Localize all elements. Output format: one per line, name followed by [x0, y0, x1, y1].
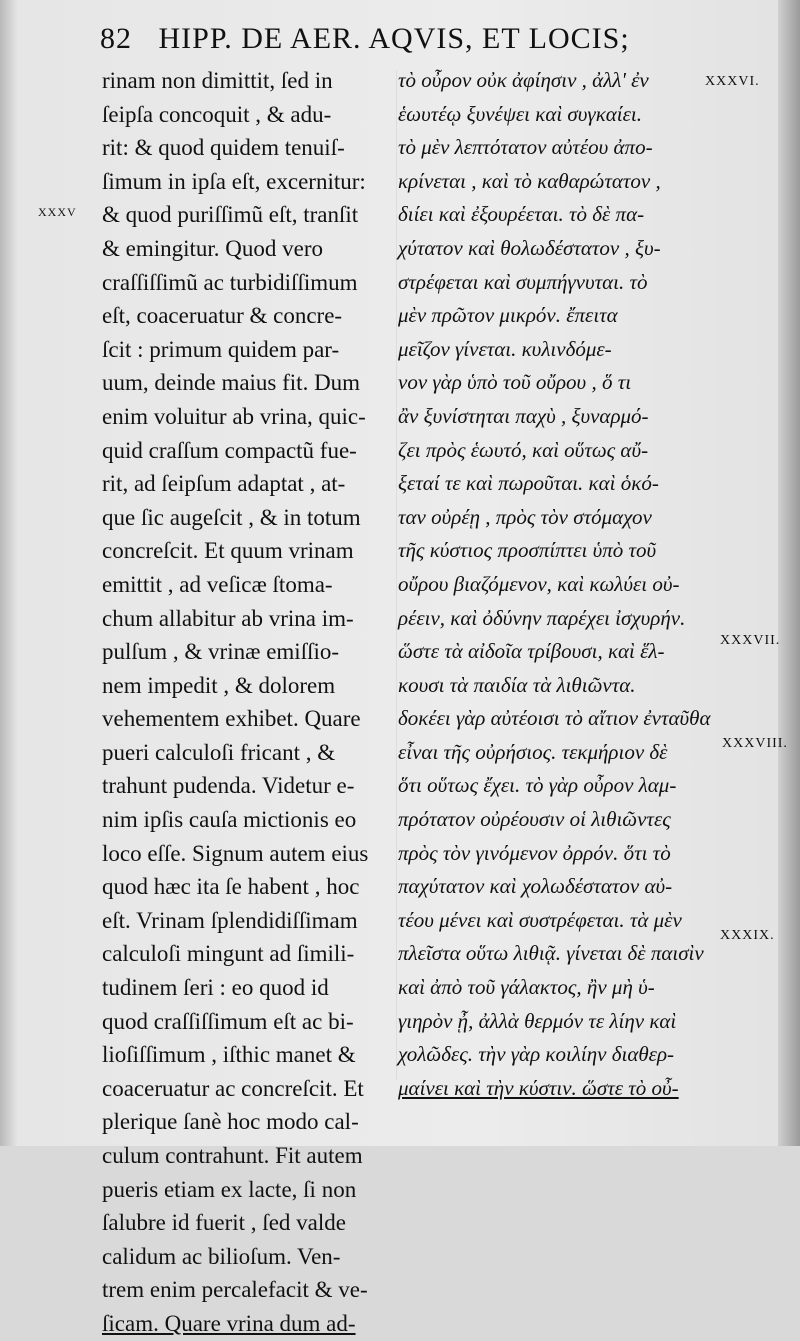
running-header	[100, 22, 720, 62]
latin-text-line: quod craſſiſſimum eſt ac bi-	[102, 1008, 354, 1034]
margin-note-xxxix: XXXIX.	[720, 928, 775, 943]
latin-text-line: tudinem ſeri : eo quod id	[102, 975, 329, 1001]
latin-text-line: enim voluitur ab vrina, quic-	[102, 403, 366, 429]
latin-text-line: emittit , ad veſicæ ſtoma-	[102, 571, 333, 597]
latin-text-line: pueris etiam ex lacte, ſi non	[102, 1176, 357, 1202]
latin-text-line: & quod puriſſimũ eſt, tranſit	[102, 202, 359, 228]
margin-note-xxxviii: XXXVIII.	[722, 736, 788, 751]
greek-text-line: τῆς κύστιος προσπίπτει ὑπὸ τοῦ	[398, 538, 657, 563]
column-gutter	[396, 70, 397, 1080]
latin-text-line: ſicam. Quare vrina dum ad-	[102, 1310, 356, 1336]
latin-text-line: pulſum , & vrinæ emiſſio-	[102, 639, 340, 665]
latin-text-line: eſt, coaceruatur & concre-	[102, 303, 343, 329]
greek-text-line: ρέειν, καὶ ὀδύνην παρέχει ἰσχυρήν.	[398, 605, 686, 630]
greek-text-line: μαίνει καὶ τὴν κύστιν. ὥστε τὸ οὖ-	[398, 1075, 679, 1100]
greek-text-line: νον γὰρ ὑπὸ τοῦ οὔρου , ὅ τι	[398, 370, 632, 395]
greek-text-line: πρότατον οὐρέουσιν οἱ λιθιῶντες	[398, 807, 671, 832]
latin-text-line: rit, ad ſeipſum adaptat , at-	[102, 471, 346, 497]
greek-text-line: ζει πρὸς ἑωυτό, καὶ οὕτως αὔ-	[398, 437, 649, 462]
latin-text-line: que ſic augeſcit , & in totum	[102, 504, 361, 530]
page-number: 82	[100, 22, 132, 55]
greek-text-line: χύτατον καὶ θολωδέστατον , ξυ-	[398, 235, 661, 260]
greek-text-line: πρὸς τὸν γινόμενον ὀρρόν. ὅτι τὸ	[398, 840, 671, 865]
latin-text-line: pueri calculoſi fricant , &	[102, 739, 336, 765]
latin-text-line: quid craſſum compactũ fue-	[102, 437, 357, 463]
greek-text-line: κουσι τὰ παιδία τὰ λιθιῶντα.	[398, 672, 636, 697]
latin-text-line: nem impedit , & dolorem	[102, 672, 336, 698]
greek-text-line: δοκέει γὰρ αὐτέοισι τὸ αἴτιον ἐνταῦθα	[398, 706, 711, 731]
latin-text-line: rit: & quod quidem tenuiſ-	[102, 135, 345, 161]
greek-text-line: πλεῖστα οὕτω λιθιᾷ. γίνεται δὲ παισὶν	[398, 941, 704, 966]
greek-text-line: κρίνεται , καὶ τὸ καθαρώτατον ,	[398, 168, 661, 193]
latin-text-line: chum allabitur ab vrina im-	[102, 605, 354, 631]
latin-text-line: coaceruatur ac concreſcit. Et	[102, 1075, 364, 1101]
latin-text-line: ſcit : primum quidem par-	[102, 336, 340, 362]
latin-text-line: uum, deinde maius fit. Dum	[102, 370, 361, 396]
latin-text-line: ſalubre id fuerit , ſed valde	[102, 1210, 346, 1236]
latin-text-line: calculoſi mingunt ad ſimili-	[102, 941, 355, 967]
greek-text-line: τὸ μὲν λεπτότατον αὐτέου ἀπο-	[398, 135, 653, 160]
latin-text-line: vehementem exhibet. Quare	[102, 706, 361, 732]
greek-text-line: μεῖζον γίνεται. κυλινδόμε-	[398, 336, 612, 361]
greek-text-line: οὔρου βιαζόμενον, καὶ κωλύει οὐ-	[398, 571, 680, 596]
margin-note-xxxv: XXXV	[38, 205, 77, 219]
greek-text-line: τὸ οὖρον οὐκ ἀφίησιν , ἀλλ' ἐν	[398, 68, 649, 92]
running-title: HIPP. DE AER. AQVIS, ET LOCIS;	[158, 22, 630, 55]
latin-text-line: culum contrahunt. Fit autem	[102, 1143, 363, 1168]
margin-note-xxxvi: XXXVI.	[705, 74, 760, 89]
page-edge-shadow	[778, 0, 800, 1146]
greek-text-line: ὥστε τὰ αἰδοῖα τρίβουσι, καὶ ἕλ-	[398, 639, 665, 664]
latin-text-line: loco eſſe. Signum autem eius	[102, 840, 369, 866]
latin-text-line: craſſiſſimũ ac turbidiſſimum	[102, 269, 358, 295]
greek-text-line: στρέφεται καὶ συμπήγνυται. τὸ	[398, 269, 648, 294]
margin-note-xxxvii: XXXVII.	[720, 633, 781, 648]
latin-text-line: eſt. Vrinam ſplendidiſſimam	[102, 907, 358, 933]
greek-text-line: τέου μένει καὶ συστρέφεται. τὰ μὲν	[398, 907, 682, 932]
latin-text-line: calidum ac bilioſum. Ven-	[102, 1243, 341, 1269]
greek-column	[398, 64, 718, 1105]
latin-text-line: quod hæc ita ſe habent , hoc	[102, 874, 360, 900]
latin-text-line: trem enim percalefacit & ve-	[102, 1277, 368, 1303]
latin-text-line: plerique ſanè hoc modo cal-	[102, 1109, 359, 1135]
latin-text-line: nim ipſis cauſa mictionis eo	[102, 807, 357, 833]
greek-text-line: ὅτι οὕτως ἔχει. τὸ γὰρ οὖρον λαμ-	[398, 773, 677, 798]
latin-text-line: ſimum in ipſa eſt, excernitur:	[102, 168, 366, 194]
greek-text-line: καὶ ἀπὸ τοῦ γάλακτος, ἢν μὴ ὑ-	[398, 975, 655, 1000]
greek-text-line: παχύτατον καὶ χολωδέστατον αὐ-	[398, 874, 673, 899]
greek-text-line: γιηρὸν ᾖ, ἀλλὰ θερμόν τε λίην καὶ	[398, 1008, 677, 1033]
greek-text-line: ἂν ξυνίστηται παχὺ , ξυναρμό-	[398, 403, 649, 428]
greek-text-line: διίει καὶ ἐξουρέεται. τὸ δὲ πα-	[398, 202, 645, 227]
greek-text-line: εἶναι τῆς οὐρήσιος. τεκμήριον δὲ	[398, 739, 668, 764]
latin-text-line: ſeipſa concoquit , & adu-	[102, 101, 332, 127]
latin-text-line: lioſiſſimum , iſthic manet &	[102, 1042, 356, 1068]
greek-text-line: ταν οὐρέῃ , πρὸς τὸν στόμαχον	[398, 504, 652, 529]
latin-text-line: concreſcit. Et quum vrinam	[102, 538, 354, 564]
latin-text-line: & emingitur. Quod vero	[102, 235, 324, 261]
latin-text-line: trahunt pudenda. Videtur e-	[102, 773, 355, 799]
greek-text-line: ξεταί τε καὶ πωροῦται. καὶ ὁκό-	[398, 471, 659, 496]
latin-text-line: rinam non dimittit, ſed in	[102, 68, 333, 93]
latin-column	[102, 64, 394, 1341]
greek-text-line: χολῶδες. τὴν γὰρ κοιλίην διαθερ-	[398, 1042, 675, 1067]
greek-text-line: ἑωυτέῳ ξυνέψει καὶ συγκαίει.	[398, 101, 642, 126]
greek-text-line: μὲν πρῶτον μικρόν. ἔπειτα	[398, 303, 618, 328]
